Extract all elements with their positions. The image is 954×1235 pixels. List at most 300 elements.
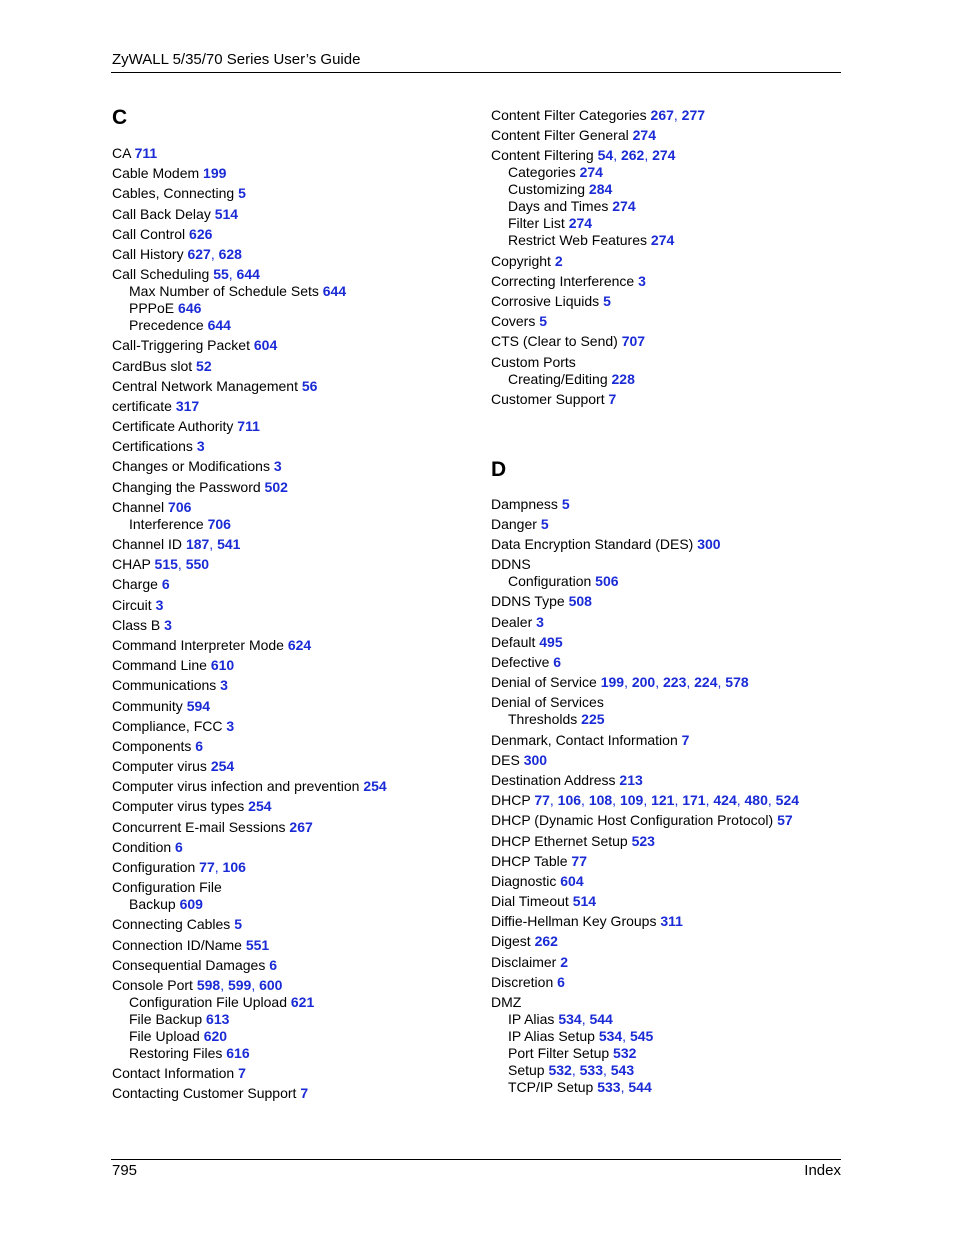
index-term: Class B (112, 616, 161, 633)
index-entry (112, 266, 482, 283)
index-entry (112, 206, 482, 223)
index-term: CA (112, 145, 131, 161)
page-reference-link[interactable]: 228 (611, 370, 635, 387)
page-reference-link[interactable]: 274 (652, 147, 676, 164)
index-term: Content Filter Categories (491, 107, 647, 123)
index-term: Dealer (491, 613, 533, 630)
index-term: Call Back Delay (112, 205, 211, 222)
page-reference-link[interactable]: 284 (588, 181, 613, 198)
index-term: Discretion (491, 973, 554, 990)
index-entry (112, 185, 482, 202)
index-term: Call-Triggering Packet (112, 337, 250, 354)
index-term: Restrict Web Features (508, 232, 648, 249)
index-entry (112, 859, 482, 876)
index-entry (491, 634, 861, 651)
index-letter-d: D (491, 457, 507, 481)
page-reference-link[interactable]: 5 (603, 292, 611, 309)
page-separator: , (209, 536, 218, 552)
index-entry (112, 499, 482, 516)
index-term: Call History (112, 245, 184, 262)
index-term: Cables, Connecting (112, 185, 235, 202)
page-reference-link[interactable]: 5 (539, 313, 548, 330)
index-term: IP Alias (508, 1011, 555, 1027)
page-reference-link[interactable]: 199 (203, 165, 227, 182)
page-separator: , (674, 792, 683, 809)
page-reference-link[interactable]: 5 (561, 495, 570, 512)
page-separator: , (549, 792, 558, 809)
page-reference-link[interactable]: 626 (189, 225, 213, 242)
index-entry (491, 772, 861, 789)
page-reference-link[interactable]: 644 (236, 266, 260, 283)
index-term: DHCP (491, 792, 531, 809)
page-reference-link[interactable]: 274 (568, 215, 593, 232)
index-entry (112, 597, 482, 614)
page-reference-link[interactable]: 600 (259, 976, 283, 993)
page-reference-link[interactable]: 262 (620, 147, 645, 164)
page-reference-link[interactable]: 514 (572, 893, 597, 910)
index-entry (112, 637, 482, 654)
page-reference-link[interactable]: 300 (697, 536, 721, 553)
index-entry (112, 398, 482, 415)
index-term: Thresholds (508, 711, 578, 728)
index-entry (491, 974, 861, 991)
index-entry (112, 758, 482, 775)
index-term: Cable Modem (112, 165, 200, 182)
page-reference-link[interactable]: 5 (234, 916, 242, 933)
page-separator: , (686, 674, 695, 691)
index-subentry (491, 1045, 861, 1062)
index-term: Computer virus (112, 758, 207, 775)
index-term: Dampness (491, 495, 558, 512)
index-subentry (491, 573, 861, 590)
index-list-c (112, 145, 482, 1102)
index-term: Creating/Editing (508, 370, 608, 387)
index-subentry (491, 181, 861, 198)
index-entry (112, 458, 482, 475)
index-term: Contact Information (112, 1065, 235, 1082)
page-reference-link[interactable]: 524 (775, 792, 800, 809)
footer-section-name: Index (804, 1162, 841, 1179)
index-term: Condition (112, 838, 172, 855)
index-subentry (491, 711, 861, 728)
page-separator: , (643, 792, 652, 809)
index-term: Configuration (112, 859, 196, 875)
page-separator: , (220, 976, 228, 993)
page-reference-link[interactable]: 7 (300, 1085, 309, 1102)
index-term: Channel ID (112, 536, 183, 552)
index-term: Restoring Files (129, 1044, 223, 1061)
index-entry (491, 516, 861, 533)
index-term: Setup (508, 1062, 545, 1078)
page-reference-link[interactable]: 267 (289, 818, 313, 835)
page-reference-link[interactable]: 55 (213, 266, 229, 283)
page-reference-link[interactable]: 2 (554, 252, 563, 269)
index-entry (112, 536, 482, 553)
page-reference-link[interactable]: 199 (600, 674, 625, 691)
index-term: Custom Ports (491, 353, 576, 370)
page-reference-link[interactable]: 604 (560, 872, 584, 889)
page-reference-link[interactable]: 533 (597, 1079, 621, 1095)
page-reference-link[interactable]: 6 (195, 737, 204, 754)
index-column-right (491, 107, 861, 1096)
index-term: Content Filter General (491, 127, 629, 144)
page-reference-link[interactable]: 7 (681, 731, 690, 748)
index-entry (491, 752, 861, 769)
page-reference-link[interactable]: 532 (548, 1062, 572, 1078)
page-reference-link[interactable]: 6 (175, 838, 183, 855)
page-reference-link[interactable]: 277 (681, 107, 706, 123)
index-entry (112, 839, 482, 856)
page-reference-link[interactable]: 711 (237, 418, 260, 435)
index-term: Corrosive Liquids (491, 292, 600, 309)
index-entry (491, 933, 861, 950)
page-reference-link[interactable]: 644 (207, 317, 231, 334)
index-entry (112, 738, 482, 755)
index-entry (112, 337, 482, 354)
footer-divider (111, 1159, 841, 1160)
index-subentry (491, 164, 861, 181)
index-term: DDNS Type (491, 593, 565, 610)
index-entry (491, 556, 861, 573)
index-entry (491, 694, 861, 711)
page-reference-link[interactable]: 624 (287, 636, 312, 653)
page-reference-link[interactable]: 300 (523, 751, 548, 768)
index-subentry (112, 1011, 482, 1028)
index-entry (112, 718, 482, 735)
page-separator: , (214, 859, 223, 875)
index-term: Denmark, Contact Information (491, 731, 678, 748)
page-reference-link[interactable]: 254 (210, 758, 235, 775)
page-reference-link[interactable]: 5 (238, 185, 246, 202)
page-reference-link[interactable]: 594 (186, 697, 211, 714)
index-entry (491, 496, 861, 513)
page-reference-link[interactable]: 254 (363, 778, 387, 795)
index-entry (491, 994, 861, 1011)
index-term: Correcting Interference (491, 272, 635, 289)
page-reference-link[interactable]: 495 (539, 633, 563, 650)
page-reference-link[interactable]: 533 (579, 1062, 603, 1078)
page-reference-link[interactable]: 106 (222, 859, 246, 875)
page-separator: , (622, 1028, 630, 1044)
index-subentry (491, 1028, 861, 1045)
index-entry (491, 333, 861, 350)
index-term: Diffie-Hellman Key Groups (491, 913, 657, 930)
index-entry (491, 812, 861, 829)
index-term: Filter List (508, 215, 565, 232)
page-separator: , (581, 1011, 590, 1027)
page-reference-link[interactable]: 551 (245, 936, 270, 953)
index-term: TCP/IP Setup (508, 1079, 594, 1095)
page-reference-link[interactable]: 706 (168, 498, 192, 515)
page-reference-link[interactable]: 223 (663, 674, 687, 691)
index-subentry (112, 1028, 482, 1045)
page-reference-link[interactable]: 610 (210, 657, 235, 674)
index-entry (491, 913, 861, 930)
index-entry (491, 273, 861, 290)
page-reference-link[interactable]: 3 (155, 596, 164, 613)
index-letter-c: C (112, 106, 128, 129)
page-reference-link[interactable]: 200 (631, 674, 656, 691)
page-reference-link[interactable]: 274 (650, 232, 675, 249)
page-reference-link[interactable]: 187 (185, 536, 210, 552)
index-entry (112, 698, 482, 715)
page-reference-link[interactable]: 108 (588, 792, 613, 809)
page-separator: , (613, 147, 621, 164)
index-entry (112, 1065, 482, 1082)
page-reference-link[interactable]: 609 (179, 896, 203, 913)
page-reference-link[interactable]: 613 (206, 1010, 230, 1027)
index-term: Changing the Password (112, 478, 261, 495)
page-reference-link[interactable]: 274 (612, 198, 636, 215)
page-separator: , (228, 266, 237, 283)
index-term: DMZ (491, 994, 522, 1010)
page-reference-link[interactable]: 480 (744, 792, 768, 809)
index-entry (491, 833, 861, 850)
page-reference-link[interactable]: 543 (610, 1062, 635, 1078)
index-entry (112, 226, 482, 243)
page-reference-link[interactable]: 502 (264, 478, 288, 495)
index-term: Computer virus types (112, 798, 245, 815)
index-term: Backup (129, 896, 176, 913)
page-reference-link[interactable]: 508 (568, 593, 592, 610)
index-term: Days and Times (508, 198, 609, 215)
index-entry (491, 893, 861, 910)
page-reference-link[interactable]: 57 (777, 812, 793, 829)
index-term: DES (491, 751, 520, 768)
index-term: Categories (508, 164, 576, 181)
page-reference-link[interactable]: 3 (164, 616, 172, 633)
index-entry (112, 617, 482, 634)
page-separator: , (736, 792, 745, 809)
page-reference-link[interactable]: 3 (226, 717, 235, 734)
index-column-left (112, 106, 482, 1102)
page-reference-link[interactable]: 544 (589, 1011, 613, 1027)
page-reference-link[interactable]: 77 (534, 792, 550, 809)
index-entry (112, 358, 482, 375)
index-entry (112, 165, 482, 182)
index-entry (112, 378, 482, 395)
index-term: Communications (112, 677, 217, 694)
page-reference-link[interactable]: 644 (322, 283, 347, 300)
page-reference-link[interactable]: 541 (217, 536, 241, 552)
page-separator: , (624, 674, 632, 691)
page-reference-link[interactable]: 109 (619, 792, 644, 809)
page-reference-link[interactable]: 121 (651, 792, 675, 809)
page-reference-link[interactable]: 534 (558, 1011, 582, 1027)
index-term: Denial of Service (491, 674, 597, 691)
page-reference-link[interactable]: 604 (253, 337, 278, 354)
page-reference-link[interactable]: 225 (581, 711, 605, 728)
index-term: Command Line (112, 657, 207, 674)
page-reference-link[interactable]: 317 (175, 397, 200, 414)
page-reference-link[interactable]: 534 (598, 1028, 623, 1044)
index-entry (112, 576, 482, 593)
index-entry (112, 657, 482, 674)
page-reference-link[interactable]: 616 (226, 1044, 250, 1061)
index-entry (112, 916, 482, 933)
page-reference-link[interactable]: 77 (199, 859, 215, 875)
page-reference-link[interactable]: 3 (196, 438, 205, 455)
page-reference-link[interactable]: 311 (660, 913, 683, 930)
page-separator: , (177, 556, 186, 573)
page-reference-link[interactable]: 3 (273, 458, 282, 475)
page-reference-link[interactable]: 262 (534, 933, 558, 950)
index-term: Components (112, 737, 192, 754)
index-term: Contacting Customer Support (112, 1085, 297, 1102)
index-entry (112, 677, 482, 694)
page-reference-link[interactable]: 627 (187, 245, 211, 262)
index-term: Covers (491, 313, 536, 330)
index-term: Channel (112, 498, 165, 515)
page-reference-link[interactable]: 646 (178, 300, 202, 317)
page-reference-link[interactable]: 706 (207, 515, 231, 532)
page-reference-link[interactable]: 6 (161, 576, 170, 593)
index-entry (112, 145, 482, 162)
page-reference-link[interactable]: 707 (621, 333, 646, 350)
page-separator: , (717, 674, 726, 691)
page-reference-link[interactable]: 515 (154, 556, 178, 573)
page-separator: , (705, 792, 714, 809)
page-reference-link[interactable]: 7 (238, 1065, 246, 1082)
page-separator: , (620, 1079, 629, 1095)
page-reference-link[interactable]: 711 (134, 145, 158, 161)
index-term: Customer Support (491, 390, 605, 407)
page-separator: , (673, 107, 682, 123)
page-reference-link[interactable]: 52 (196, 357, 212, 374)
index-entry (112, 556, 482, 573)
page-reference-link[interactable]: 7 (608, 390, 617, 407)
index-entry (491, 147, 861, 164)
index-entry (491, 391, 861, 408)
index-entry (491, 107, 861, 124)
index-term: Disclaimer (491, 953, 557, 970)
index-entry (491, 654, 861, 671)
index-entry (491, 253, 861, 270)
index-term: Digest (491, 933, 531, 950)
page-reference-link[interactable]: 2 (560, 953, 569, 970)
index-subentry (112, 896, 482, 913)
index-subentry (112, 994, 482, 1011)
index-entry (112, 778, 482, 795)
page-reference-link[interactable]: 3 (220, 677, 228, 694)
page-reference-link[interactable]: 56 (301, 377, 318, 394)
index-term: Configuration (508, 573, 592, 590)
index-entry (112, 1085, 482, 1102)
page-reference-link[interactable]: 3 (638, 272, 646, 289)
index-term: Connection ID/Name (112, 936, 242, 953)
index-subentry (491, 198, 861, 215)
index-subentry (491, 371, 861, 388)
index-term: Compliance, FCC (112, 717, 223, 734)
page-reference-link[interactable]: 106 (557, 792, 582, 809)
page-reference-link[interactable]: 578 (725, 674, 749, 691)
index-subentry (491, 1011, 861, 1028)
index-entry (112, 438, 482, 455)
index-entry (112, 418, 482, 435)
index-entry (112, 479, 482, 496)
page-reference-link[interactable]: 628 (218, 245, 242, 262)
page-reference-link[interactable]: 532 (613, 1045, 637, 1061)
index-term: DHCP Table (491, 852, 568, 869)
page-reference-link[interactable]: 213 (619, 771, 643, 788)
page-reference-link[interactable]: 254 (248, 798, 272, 815)
page-reference-link[interactable]: 3 (536, 613, 544, 630)
index-entry (491, 732, 861, 749)
page-reference-link[interactable]: 274 (632, 127, 656, 144)
page-reference-link[interactable]: 621 (290, 993, 315, 1010)
index-term: DHCP Ethernet Setup (491, 832, 628, 849)
page-reference-link[interactable]: 550 (185, 556, 210, 573)
index-entry (491, 593, 861, 610)
page-reference-link[interactable]: 545 (629, 1028, 654, 1044)
index-subentry (491, 232, 861, 249)
index-subentry (491, 215, 861, 232)
page-reference-link[interactable]: 544 (628, 1079, 652, 1095)
page-reference-link[interactable]: 267 (650, 107, 674, 123)
index-term: Console Port (112, 976, 193, 993)
index-term: Interference (129, 515, 204, 532)
index-term: Default (491, 633, 536, 650)
index-term: File Upload (129, 1027, 200, 1044)
page-reference-link[interactable]: 54 (597, 147, 614, 164)
index-entry (491, 536, 861, 553)
page-reference-link[interactable]: 598 (196, 976, 221, 993)
index-entry (491, 853, 861, 870)
page-reference-link[interactable]: 6 (269, 956, 278, 973)
page-reference-link[interactable]: 599 (227, 976, 252, 993)
index-term: Connecting Cables (112, 916, 231, 933)
index-term: Configuration File Upload (129, 993, 287, 1010)
page-reference-link[interactable]: 224 (694, 674, 718, 691)
index-term: Port Filter Setup (508, 1045, 610, 1061)
page-reference-link[interactable]: 5 (540, 515, 549, 532)
index-list-c-continued (491, 107, 861, 408)
index-entry (112, 957, 482, 974)
header-divider (111, 72, 841, 73)
page-reference-link[interactable]: 77 (571, 852, 587, 869)
page-reference-link[interactable]: 6 (557, 973, 565, 990)
index-term: CTS (Clear to Send) (491, 333, 618, 350)
page-separator: , (655, 674, 663, 691)
index-subentry (491, 1079, 861, 1096)
page-number: 795 (112, 1162, 138, 1179)
index-term: Data Encryption Standard (DES) (491, 536, 694, 553)
page-reference-link[interactable]: 523 (631, 832, 655, 849)
page-reference-link[interactable]: 274 (579, 164, 603, 181)
page-reference-link[interactable]: 6 (553, 654, 562, 670)
page-reference-link[interactable]: 620 (203, 1027, 228, 1044)
index-term: Computer virus infection and prevention (112, 778, 360, 795)
index-term: Diagnostic (491, 872, 557, 889)
index-entry (491, 354, 861, 371)
page-separator: , (612, 792, 620, 809)
index-term: Precedence (129, 317, 204, 334)
index-term: IP Alias Setup (508, 1028, 595, 1044)
page-reference-link[interactable]: 171 (682, 792, 706, 809)
page-reference-link[interactable]: 514 (214, 205, 239, 222)
page-reference-link[interactable]: 506 (595, 573, 619, 590)
page-reference-link[interactable]: 424 (713, 792, 737, 809)
index-term: CHAP (112, 556, 151, 573)
index-term: Dial Timeout (491, 893, 569, 910)
index-entry (491, 674, 861, 691)
index-term: Command Interpreter Mode (112, 636, 284, 653)
index-entry (491, 614, 861, 631)
index-term: PPPoE (129, 300, 175, 317)
page-separator: , (571, 1062, 580, 1078)
index-term: Content Filtering (491, 147, 594, 164)
index-term: Copyright (491, 252, 551, 269)
